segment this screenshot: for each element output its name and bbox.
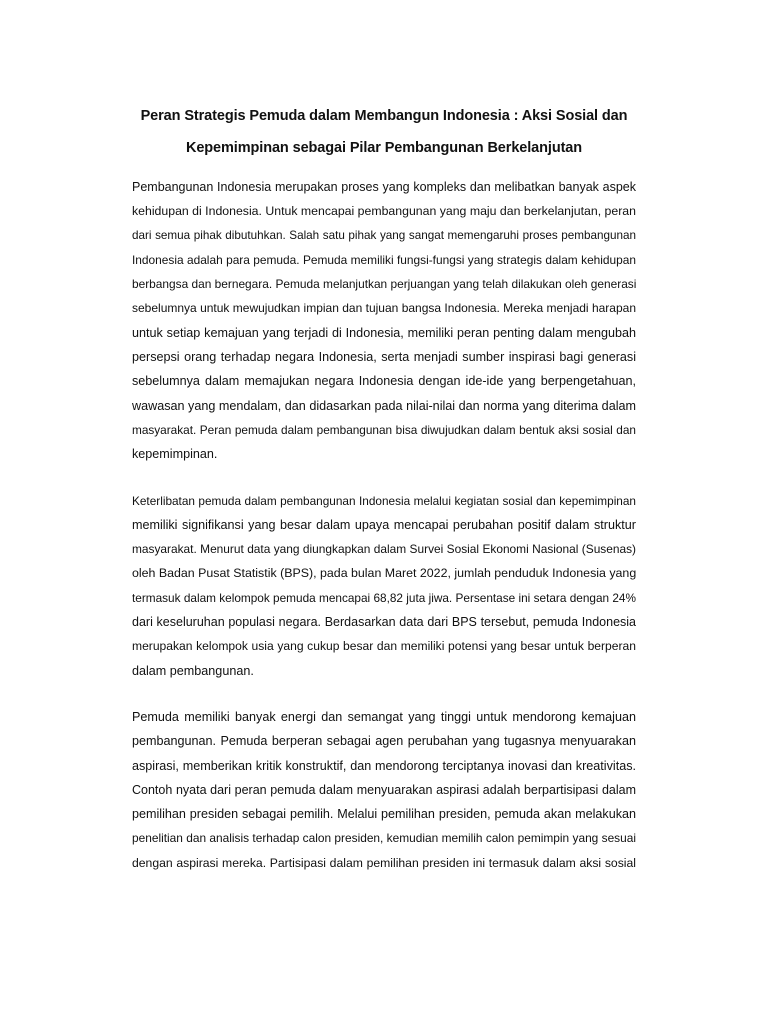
text-line: dengan aspirasi mereka. Partisipasi dalam pemilihan presiden ini termasuk dalam aksi sosial: [132, 855, 636, 870]
text-line: pembangunan. Pemuda berperan sebagai agen perubahan yang tugasnya menyuarakan: [132, 734, 636, 749]
text-line: wawasan yang mendalam, dan didasarkan pada nilai-nilai dan norma yang diterima dalam: [132, 398, 636, 413]
text-line: penelitian dan analisis terhadap calon presiden, kemudian memilih calon pemimpin yang sesuai: [132, 831, 636, 846]
title-line: Peran Strategis Pemuda dalam Membangun Indonesia : Aksi Sosial dan: [140, 108, 628, 124]
text-line: persepsi orang terhadap negara Indonesia, serta menjadi sumber inspirasi bagi generasi: [132, 350, 636, 365]
text-line: kepemimpinan.: [132, 447, 218, 462]
text-line: merupakan kelompok usia yang cukup besar dan memiliki potensi yang besar untuk berperan: [132, 639, 636, 654]
document-body: [132, 175, 636, 897]
text-line: Indonesia adalah para pemuda. Pemuda memiliki fungsi-fungsi yang strategis dalam kehidupan: [132, 252, 636, 267]
text-line: dalam pembangunan.: [132, 663, 254, 678]
text-line: masyarakat. Peran pemuda dalam pembangunan bisa diwujudkan dalam bentuk aksi sosial dan: [132, 422, 636, 437]
text-line: dari keseluruhan populasi negara. Berdasarkan data dari BPS tersebut, pemuda Indonesia: [132, 615, 636, 630]
text-line: sebelumnya dalam memajukan negara Indonesia dengan ide-ide yang berpengetahuan,: [132, 374, 636, 389]
paragraph-2: [132, 489, 636, 683]
text-line: Contoh nyata dari peran pemuda dalam menyuarakan aspirasi adalah berpartisipasi dalam: [132, 782, 636, 797]
text-line: kehidupan di Indonesia. Untuk mencapai pembangunan yang maju dan berkelanjutan, peran: [132, 204, 636, 219]
title-line: Kepemimpinan sebagai Pilar Pembangunan Berkelanjutan: [185, 140, 583, 156]
text-line: Pemuda memiliki banyak energi dan semangat yang tinggi untuk mendorong kemajuan: [132, 709, 636, 724]
text-line: aspirasi, memberikan kritik konstruktif, dan mendorong terciptanya inovasi dan kreativitas.: [132, 758, 636, 773]
text-line: sebelumnya untuk mewujudkan impian dan tujuan bangsa Indonesia. Mereka menjadi harapan: [132, 301, 636, 316]
text-line: masyarakat. Menurut data yang diungkapkan dalam Survei Sosial Ekonomi Nasional (Susenas): [132, 542, 636, 557]
text-line: oleh Badan Pusat Statistik (BPS), pada bulan Maret 2022, jumlah penduduk Indonesia yang: [132, 566, 636, 581]
text-line: berbangsa dan bernegara. Pemuda melanjutkan perjuangan yang telah dilakukan oleh generasi: [132, 277, 636, 292]
text-line: pemilihan presiden sebagai pemilih. Melalui pemilihan presiden, pemuda akan melakukan: [132, 807, 636, 822]
text-line: untuk setiap kemajuan yang terjadi di Indonesia, memiliki peran penting dalam mengubah: [132, 325, 636, 340]
paragraph-1: [132, 175, 636, 467]
paragraph-3: [132, 705, 636, 875]
text-line: dari semua pihak dibutuhkan. Salah satu pihak yang sangat memengaruhi proses pembangunan: [132, 228, 636, 242]
text-line: memiliki signifikansi yang besar dalam upaya mencapai perubahan positif dalam struktur: [132, 517, 636, 532]
text-line: termasuk dalam kelompok pemuda mencapai 68,82 juta jiwa. Persentase ini setara dengan 24%: [132, 590, 636, 605]
text-line: Keterlibatan pemuda dalam pembangunan Indonesia melalui kegiatan sosial dan kepemimpinan: [132, 493, 636, 508]
document-title: [100, 100, 668, 164]
text-line: Pembangunan Indonesia merupakan proses yang kompleks dan melibatkan banyak aspek: [132, 180, 636, 194]
